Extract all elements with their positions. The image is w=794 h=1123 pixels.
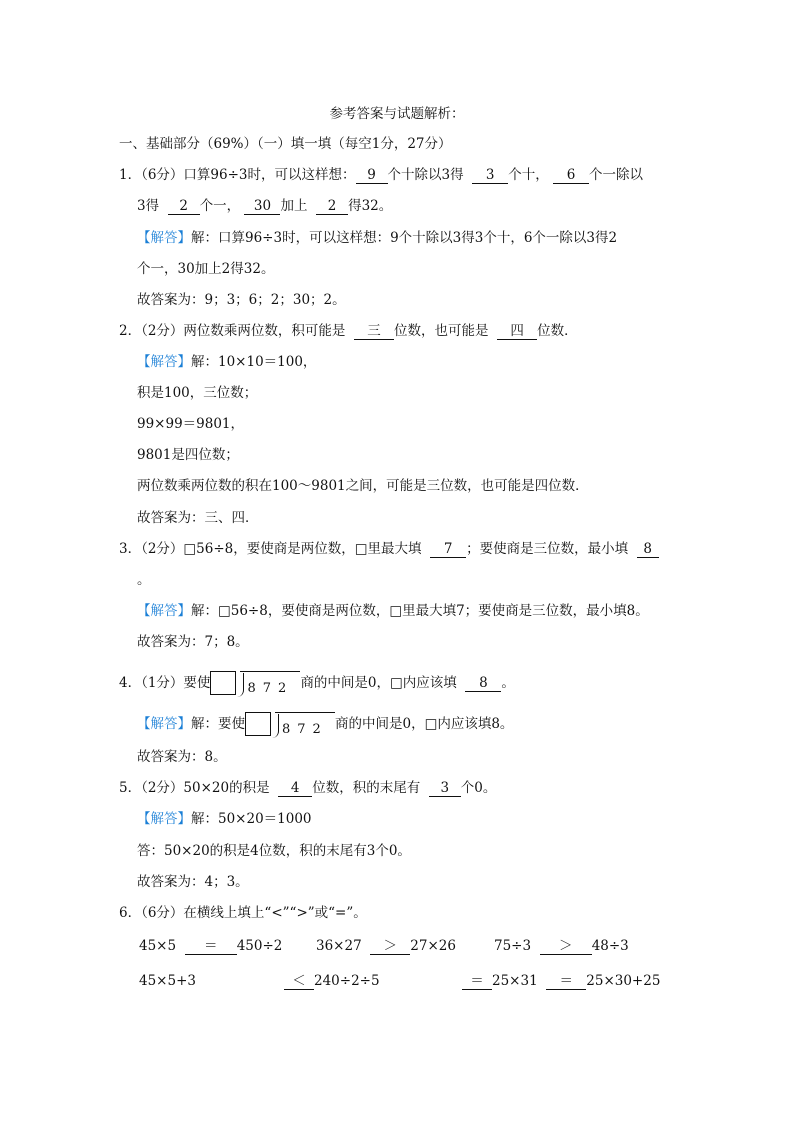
dividend-digits: 872	[282, 721, 328, 737]
compare-item	[284, 971, 380, 991]
solution-tag: 【解答】	[137, 716, 191, 732]
blank-square	[245, 712, 271, 736]
compare-blank: ＝	[185, 938, 237, 955]
solution-tag: 【解答】	[137, 354, 191, 370]
compare-left: 45×5+3	[139, 973, 196, 989]
division-bracket	[237, 673, 244, 697]
q1-text: 加上	[280, 198, 308, 214]
q1-blank-4: 2	[168, 198, 200, 215]
q2-solution-2: 积是100，三位数；	[137, 385, 258, 401]
question-2	[119, 321, 578, 341]
q4-text: 商的中间是0，□内应该填	[300, 675, 457, 691]
division-bracket	[272, 714, 279, 738]
compare-left: 45×5	[139, 938, 177, 954]
question-1	[119, 165, 643, 185]
q3-blank-1: 7	[430, 541, 466, 558]
compare-blank: ＝	[546, 973, 586, 990]
q3-blank-2: 8	[637, 541, 659, 558]
q4-solution-text: 商的中间是0，□内应该填8。	[335, 716, 514, 732]
compare-item	[462, 971, 660, 991]
q2-text: 位数．	[537, 323, 578, 339]
solution-tag: 【解答】	[137, 603, 191, 619]
compare-right: 240÷2÷5	[314, 973, 380, 989]
long-division-figure	[210, 671, 300, 697]
q1-blank-2: 3	[472, 167, 508, 184]
q1-text: 个一，	[199, 198, 241, 214]
q5-text: 5．（2分）50×20的积是	[119, 780, 270, 796]
blank-square	[210, 671, 236, 695]
compare-right: 27×26	[410, 938, 456, 954]
compare-item	[494, 936, 629, 956]
q2-text: 2．（2分）两位数乘两位数，积可能是	[119, 323, 346, 339]
q5-solution-2: 答：50×20的积是4位数，积的末尾有3个0。	[137, 843, 411, 859]
q1-blank-1: 9	[356, 167, 388, 184]
question-5	[119, 778, 496, 798]
q4-text: 。	[501, 675, 515, 691]
q4-text: 4．（1分）要使	[119, 675, 211, 691]
question-1-cont	[137, 196, 392, 216]
q1-text: 3得	[137, 198, 160, 214]
compare-blank: ＝	[462, 973, 492, 990]
q1-text: 得32。	[348, 198, 393, 214]
question-3	[119, 539, 659, 559]
compare-blank: ＞	[540, 938, 592, 955]
q1-text: 个一除以	[589, 167, 643, 183]
compare-item	[316, 936, 456, 956]
q1-blank-6: 2	[316, 198, 348, 215]
compare-left: 75÷3	[494, 938, 532, 954]
section-heading: 一、基础部分（69%）（一）填一填（每空1分，27分）	[119, 136, 452, 152]
q4-solution-text: 解：要使	[191, 716, 245, 732]
compare-blank: ＜	[284, 973, 314, 990]
compare-right: 450÷2	[236, 938, 283, 954]
q4-solution-1	[137, 709, 513, 739]
compare-blank: ＞	[370, 938, 410, 955]
q2-solution-5: 两位数乘两位数的积在100～9801之间，可能是三位数，也可能是四位数．	[137, 478, 589, 494]
q5-solution-text: 解：50×20＝1000	[191, 811, 312, 827]
q2-solution-text: 解：10×10＝100，	[191, 354, 317, 370]
q1-text: 个十除以3得	[387, 167, 464, 183]
q1-text: 1．（6分）口算96÷3时，可以这样想：	[119, 167, 356, 183]
q2-blank-2: 四	[497, 323, 537, 340]
q3-text: ；要使商是三位数，最小填	[466, 541, 629, 557]
q1-solution-2: 个一，30加上2得32。	[137, 261, 275, 277]
q5-solution-1	[137, 809, 312, 829]
q2-blank-1: 三	[354, 323, 394, 340]
q3-answer: 故答案为：7；8。	[137, 634, 249, 650]
q5-blank-1: 4	[278, 780, 312, 797]
q3-solution-text: 解：□56÷8，要使商是两位数，□里最大填7；要使商是三位数，最小填8。	[191, 603, 649, 619]
compare-right: 48÷3	[591, 938, 629, 954]
q5-blank-2: 3	[429, 780, 461, 797]
q3-solution-1	[137, 601, 649, 621]
question-4	[119, 668, 515, 698]
q1-solution-text: 解：口算96÷3时，可以这样想：9个十除以3得3个十，6个一除以3得2	[191, 230, 618, 246]
q2-solution-4: 9801是四位数；	[137, 447, 239, 463]
compare-item	[139, 936, 282, 956]
q1-solution-1	[137, 228, 617, 248]
q2-solution-1	[137, 352, 316, 372]
q2-answer: 故答案为：三、四．	[137, 510, 259, 526]
q4-blank-1: 8	[465, 675, 501, 692]
compare-right: 25×30+25	[586, 973, 661, 989]
q5-text: 个0。	[460, 780, 497, 796]
q1-blank-3: 6	[553, 167, 589, 184]
division-bar	[240, 671, 300, 672]
dividend-digits: 872	[247, 680, 294, 696]
question-6: 6．（6分）在横线上填上“<”“>”或“=”。	[119, 905, 367, 921]
compare-right: 25×31	[492, 973, 538, 989]
q3-text: 3．（2分）□56÷8，要使商是两位数，□里最大填	[119, 541, 422, 557]
q3-text-end: 。	[137, 572, 151, 588]
long-division-figure	[245, 712, 335, 738]
q2-text: 位数，也可能是	[394, 323, 489, 339]
q1-blank-5: 30	[244, 198, 280, 215]
solution-tag: 【解答】	[137, 230, 191, 246]
q2-solution-3: 99×99＝9801，	[137, 416, 245, 432]
q5-answer: 故答案为：4；3。	[137, 874, 249, 890]
solution-tag: 【解答】	[137, 811, 191, 827]
page-title: 参考答案与试题解析：	[329, 106, 465, 122]
compare-left: 36×27	[316, 938, 362, 954]
q1-text: 个十，	[508, 167, 549, 183]
q1-answer: 故答案为：9；3；6；2；30；2。	[137, 292, 346, 308]
division-bar	[275, 712, 335, 713]
q4-answer: 故答案为：8。	[137, 749, 227, 765]
q5-text: 位数，积的末尾有	[312, 780, 421, 796]
